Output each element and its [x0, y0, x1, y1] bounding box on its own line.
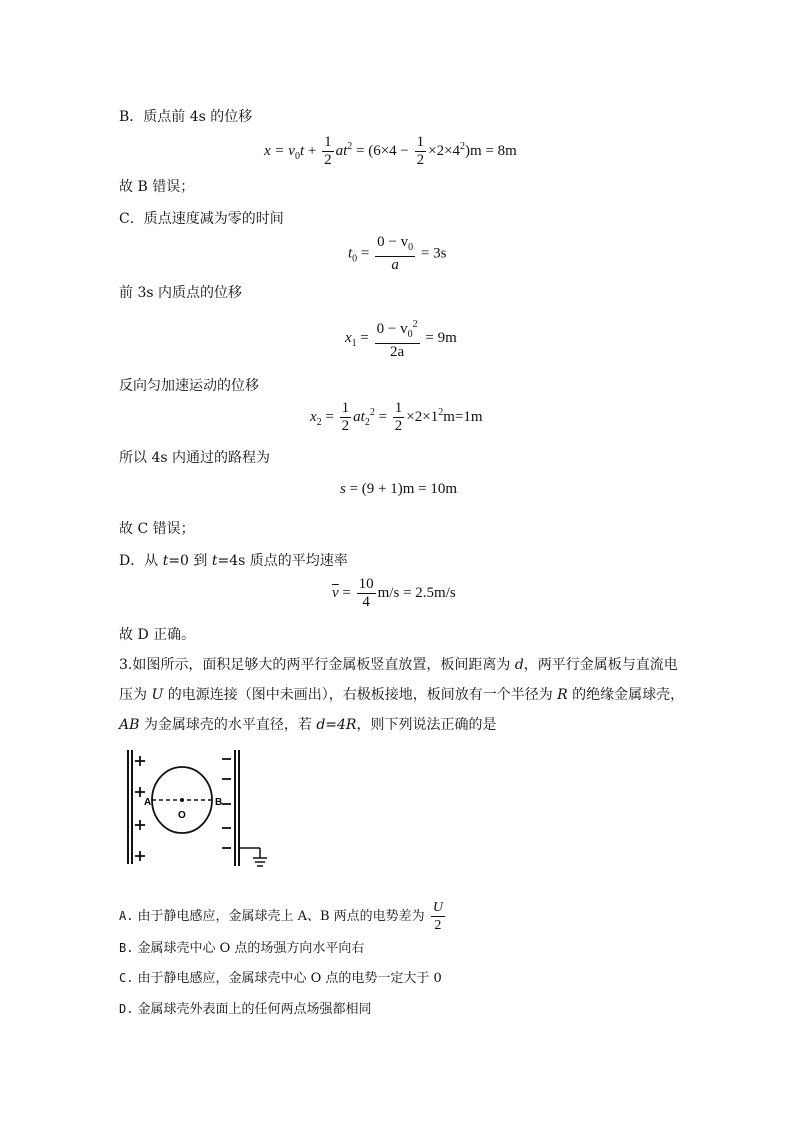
s-text: 所以 4s 内通过的路程为 — [119, 450, 270, 466]
x1-text: 前 3s 内质点的位移 — [119, 285, 242, 301]
choice-d[interactable]: D. 金属球壳外表面上的任何两点场强都相同 — [119, 1002, 372, 1017]
fraction-half: $\frac{1}{2}$ — [324, 134, 332, 168]
option-b-conclusion: 故 B 错误； — [119, 179, 195, 195]
option-b-heading: B．质点前 4s 的位移 — [119, 109, 253, 125]
center-point — [180, 798, 184, 802]
option-d-heading: D．从 t=0 到 t=4s 质点的平均速率 — [119, 553, 348, 569]
x2-text: 反向匀加速运动的位移 — [119, 378, 259, 394]
minus-charges — [222, 759, 231, 848]
choice-a[interactable]: A. 由于静电感应，金属球壳上 A、B 两点的电势差为 $\frac{U}{2}$ — [119, 900, 443, 933]
equation-s: s = (9 + 1)m = 10m — [340, 481, 458, 497]
choice-b[interactable]: B. 金属球壳中心 O 点的场强方向水平向右 — [119, 941, 365, 956]
plus-charges — [135, 756, 145, 861]
equation-x2: $x_2$ = $\frac{1}{2}$ $at_2^2$ = $\frac{1}{2}$ $\times 2\times 1^2m=1m$ — [310, 400, 483, 434]
option-c-conclusion: 故 C 错误； — [119, 521, 195, 537]
fraction-half-2: $\frac{1}{2}$ — [416, 134, 425, 168]
label-o: O — [178, 810, 186, 821]
label-a: A — [144, 797, 152, 808]
equation-average-speed: $\overline{v}$ = $\frac{10}{4}$ m/s = 2.5m/s — [332, 576, 456, 610]
equation-x1: $x_1$ = $\frac{0 - v_0^2}{2a}$ = 9m — [345, 316, 457, 361]
capacitor-figure — [118, 748, 278, 868]
question-3-text: 3.如图所示，面积足够大的两平行金属板竖直放置，板间距离为 d，两平行金属板与直流电压为 U 的电源连接（图中未画出），右极板接地，板间放有一个半径为 R 的绝缘金属球壳，AB 为金属球壳的水平直径，若 d=4R，则下列说法正确的是 — [119, 657, 685, 733]
equation-t0: $t_0$ = $\frac{0 - v_0}{a}$ = 3s — [348, 234, 447, 273]
label-b: B — [215, 797, 223, 808]
option-c-heading: C．质点速度减为零的时间 — [119, 211, 284, 227]
option-d-conclusion: 故 D 正确。 — [119, 627, 196, 643]
equation-displacement-4s: $x = v_0t$ + $\frac{1}{2}$ $at^2 = (6\times 4$ − $\frac{1}{2}$ $\times 2\times 4^2)m = 8m$ — [264, 134, 517, 168]
choice-c[interactable]: C. 由于静电感应，金属球壳中心 O 点的电势一定大于 0 — [119, 971, 442, 986]
ground-icon — [239, 848, 267, 866]
eq-lhs: x = v — [264, 142, 295, 159]
